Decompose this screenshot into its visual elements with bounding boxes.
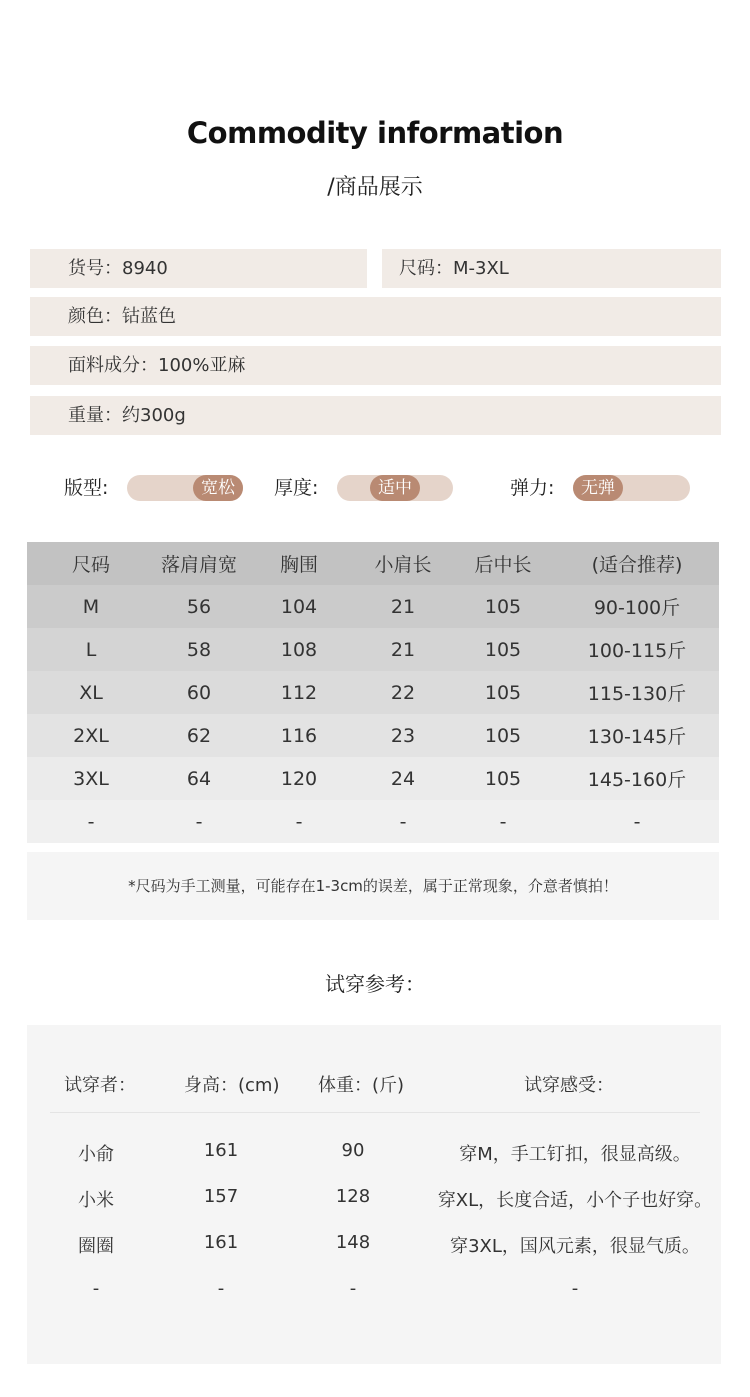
info-weight-value: 约300g xyxy=(122,405,186,426)
try-on-feedback: 穿M，手工钉扣，很显高级。 xyxy=(459,1144,691,1165)
size-cell: 21 xyxy=(390,638,416,661)
size-cell: 60 xyxy=(186,681,212,704)
try-on-height: 161 xyxy=(203,1140,239,1161)
thickness-label: 厚度: xyxy=(274,477,319,499)
try-on-divider xyxy=(50,1112,700,1113)
size-cell: 2XL xyxy=(73,724,109,747)
size-header-cell: 小肩长 xyxy=(374,554,432,576)
info-item-no-label: 货号： xyxy=(68,258,122,279)
try-on-feedback: 穿3XL，国风元素，很显气质。 xyxy=(450,1236,700,1257)
info-color xyxy=(30,297,721,336)
size-note: *尺码为手工测量，可能存在1-3cm的误差，属于正常现象，介意者慎拍！ xyxy=(27,852,719,920)
size-cell: 105 xyxy=(484,681,522,704)
info-size xyxy=(382,249,721,288)
info-fabric-label: 面料成分： xyxy=(68,355,158,376)
try-on-title: 试穿参考： xyxy=(325,972,425,996)
list-item xyxy=(0,1278,750,1306)
try-on-header-weight: 体重：(斤) xyxy=(318,1075,405,1096)
size-cell: - xyxy=(195,810,203,833)
try-on-feedback: 穿XL，长度合适，小个子也好穿。 xyxy=(437,1190,713,1211)
fit-indicator xyxy=(193,475,243,501)
size-cell: 130-145斤 xyxy=(587,726,687,748)
size-cell: 105 xyxy=(484,638,522,661)
size-cell: 3XL xyxy=(73,767,109,790)
size-cell: 112 xyxy=(280,681,318,704)
elasticity-scale xyxy=(573,475,690,501)
size-cell: - xyxy=(633,810,641,833)
info-fabric xyxy=(30,346,721,385)
try-on-header-feedback: 试穿感受： xyxy=(524,1075,614,1096)
try-on-height: 157 xyxy=(203,1186,239,1207)
table-row xyxy=(27,800,719,843)
size-header-cell: 后中长 xyxy=(474,554,532,576)
size-cell: 116 xyxy=(280,724,318,747)
try-on-name: 小俞 xyxy=(78,1144,114,1165)
list-item xyxy=(0,1186,750,1214)
size-header-cell: 尺码 xyxy=(71,554,110,576)
try-on-height: 161 xyxy=(203,1232,239,1253)
table-row xyxy=(27,757,719,800)
size-cell: 115-130斤 xyxy=(587,683,687,705)
list-item xyxy=(0,1140,750,1168)
fit-scale xyxy=(127,475,243,501)
try-on-weight: 148 xyxy=(335,1232,371,1253)
try-on-header-tester: 试穿者： xyxy=(64,1075,136,1096)
title-cn: /商品展示 xyxy=(327,175,423,200)
info-size-label: 尺码： xyxy=(399,258,453,279)
size-cell: 100-115斤 xyxy=(587,640,687,662)
size-cell: 64 xyxy=(186,767,212,790)
try-on-weight: - xyxy=(349,1278,357,1299)
size-header-cell: 胸围 xyxy=(279,554,318,576)
elasticity-label: 弹力: xyxy=(510,477,555,499)
size-cell: 22 xyxy=(390,681,416,704)
elasticity-indicator xyxy=(573,475,623,501)
size-table-header xyxy=(27,542,719,585)
size-cell: 105 xyxy=(484,724,522,747)
fit-label: 版型: xyxy=(64,477,109,499)
size-cell: 108 xyxy=(280,638,318,661)
size-header-cell: (适合推荐) xyxy=(591,554,683,576)
size-cell: 104 xyxy=(280,595,318,618)
info-color-value: 钴蓝色 xyxy=(122,306,176,327)
size-cell: - xyxy=(399,810,407,833)
thickness-scale xyxy=(337,475,453,501)
try-on-weight: 90 xyxy=(341,1140,365,1161)
size-cell: - xyxy=(87,810,95,833)
list-item xyxy=(0,1232,750,1260)
size-cell: 21 xyxy=(390,595,416,618)
info-weight xyxy=(30,396,721,435)
size-cell: 56 xyxy=(186,595,212,618)
thickness-indicator xyxy=(370,475,420,501)
table-row xyxy=(27,714,719,757)
fit-value: 宽松 xyxy=(201,478,235,498)
table-row xyxy=(27,671,719,714)
thickness-value: 适中 xyxy=(378,478,412,498)
size-cell: 105 xyxy=(484,767,522,790)
try-on-header-height: 身高：(cm) xyxy=(184,1075,280,1096)
try-on-name: 圈圈 xyxy=(78,1236,114,1257)
info-size-value: M-3XL xyxy=(453,258,509,279)
size-cell: 62 xyxy=(186,724,212,747)
size-cell: 120 xyxy=(280,767,318,790)
size-cell: 145-160斤 xyxy=(587,769,687,791)
size-cell: M xyxy=(82,595,100,618)
title-en: Commodity information xyxy=(186,116,564,150)
size-cell: 23 xyxy=(390,724,416,747)
size-cell: 24 xyxy=(390,767,416,790)
size-cell: - xyxy=(499,810,507,833)
size-cell: 90-100斤 xyxy=(593,597,681,619)
size-cell: 58 xyxy=(186,638,212,661)
size-table xyxy=(27,542,719,843)
size-cell: XL xyxy=(79,681,103,704)
info-weight-label: 重量： xyxy=(68,405,122,426)
info-fabric-value: 100%亚麻 xyxy=(158,355,246,376)
size-cell: L xyxy=(85,638,97,661)
size-cell: 105 xyxy=(484,595,522,618)
info-color-label: 颜色： xyxy=(68,306,122,327)
size-header-cell: 落肩肩宽 xyxy=(160,554,237,576)
try-on-name: - xyxy=(92,1278,100,1299)
try-on-height: - xyxy=(217,1278,225,1299)
info-item-no-value: 8940 xyxy=(122,258,168,279)
table-row xyxy=(27,628,719,671)
size-cell: - xyxy=(295,810,303,833)
info-item-no xyxy=(30,249,367,288)
elasticity-value: 无弹 xyxy=(581,478,615,498)
try-on-name: 小米 xyxy=(78,1190,114,1211)
try-on-feedback: - xyxy=(571,1278,579,1299)
table-row xyxy=(27,585,719,628)
try-on-weight: 128 xyxy=(335,1186,371,1207)
